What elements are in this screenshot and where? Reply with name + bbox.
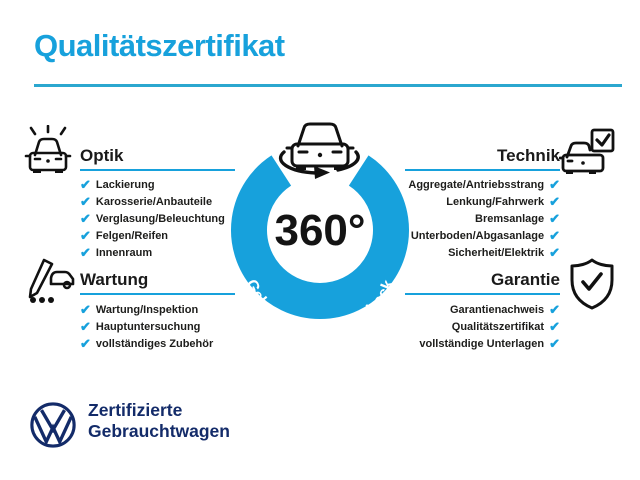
checklist-optik [80, 176, 225, 261]
item-label: Unterboden/Abgasanlage [410, 229, 545, 242]
brand-wordmark [88, 400, 230, 442]
checklist-item [448, 244, 560, 261]
item-label: Lenkung/Fahrwerk [446, 195, 545, 208]
car-shine-icon [21, 125, 75, 179]
section-underline [80, 169, 235, 171]
section-heading-garantie: Garantie [491, 270, 560, 289]
item-label: Qualitätszertifikat [451, 320, 545, 333]
check-icon: ✔ [549, 211, 560, 226]
checklist-garantie [419, 301, 560, 352]
section-heading-optik: Optik [80, 146, 124, 165]
degree-label: 360° [274, 206, 366, 255]
checklist-item [446, 193, 560, 210]
check-icon: ✔ [80, 194, 91, 209]
checklist-item [80, 227, 168, 244]
vw-logo [29, 401, 77, 449]
check-icon: ✔ [80, 302, 91, 317]
item-label: Innenraum [95, 246, 153, 259]
page-title: Qualitätszertifikat [34, 28, 285, 63]
section-underline [405, 169, 560, 171]
item-label: vollständige Unterlagen [419, 337, 545, 350]
check-icon: ✔ [549, 336, 560, 351]
checklist-item [80, 176, 155, 193]
check-icon: ✔ [80, 211, 91, 226]
rotating-car-icon [281, 124, 359, 179]
check-icon: ✔ [80, 245, 91, 260]
checklist-item [450, 301, 560, 318]
section-underline [405, 293, 560, 295]
item-label: Wartung/Inspektion [95, 303, 199, 316]
item-label: vollständiges Zubehör [95, 337, 214, 350]
pencil-car-checklist-icon [21, 252, 75, 308]
shield-check-icon [567, 256, 617, 310]
item-label: Lackierung [95, 178, 155, 191]
check-icon: ✔ [549, 194, 560, 209]
checklist-item [80, 210, 225, 227]
check-icon: ✔ [80, 336, 91, 351]
checklist-item [80, 244, 152, 261]
item-label: Verglasung/Beleuchtung [95, 212, 225, 225]
item-label: Bremsanlage [475, 212, 545, 225]
checklist-item [80, 335, 213, 352]
checklist-item [452, 318, 560, 335]
check-icon: ✔ [549, 319, 560, 334]
checklist-wartung [80, 301, 213, 352]
item-label: Garantienachweis [449, 303, 545, 316]
checklist-item [408, 176, 560, 193]
checklist-item [475, 210, 560, 227]
checklist-item [80, 193, 212, 210]
item-label: Sicherheit/Elektrik [448, 246, 545, 259]
check-icon: ✔ [549, 302, 560, 317]
checklist-item [80, 318, 200, 335]
checklist-item [419, 335, 560, 352]
check-icon: ✔ [80, 177, 91, 192]
section-heading-technik: Technik [497, 146, 560, 165]
360-check-badge [214, 108, 426, 348]
ring-label: Gebrauchtwagen-Check [242, 277, 398, 340]
checklist-item [411, 227, 560, 244]
checklist-technik [408, 176, 560, 261]
check-icon: ✔ [549, 177, 560, 192]
item-label: Hauptuntersuchung [95, 320, 201, 333]
check-icon: ✔ [80, 319, 91, 334]
item-label: Aggregate/Antriebsstrang [408, 178, 545, 191]
brand-line1: Zertifizierte [88, 400, 183, 420]
check-icon: ✔ [80, 228, 91, 243]
check-icon: ✔ [549, 228, 560, 243]
item-label: Karosserie/Anbauteile [95, 195, 213, 208]
section-underline [80, 293, 235, 295]
item-label: Felgen/Reifen [95, 229, 169, 242]
check-icon: ✔ [549, 245, 560, 260]
car-checkbox-icon [559, 127, 617, 181]
section-heading-wartung: Wartung [80, 270, 149, 289]
checklist-item [80, 301, 198, 318]
brand-line2: Gebrauchtwagen [88, 421, 230, 441]
title-divider [34, 84, 622, 87]
